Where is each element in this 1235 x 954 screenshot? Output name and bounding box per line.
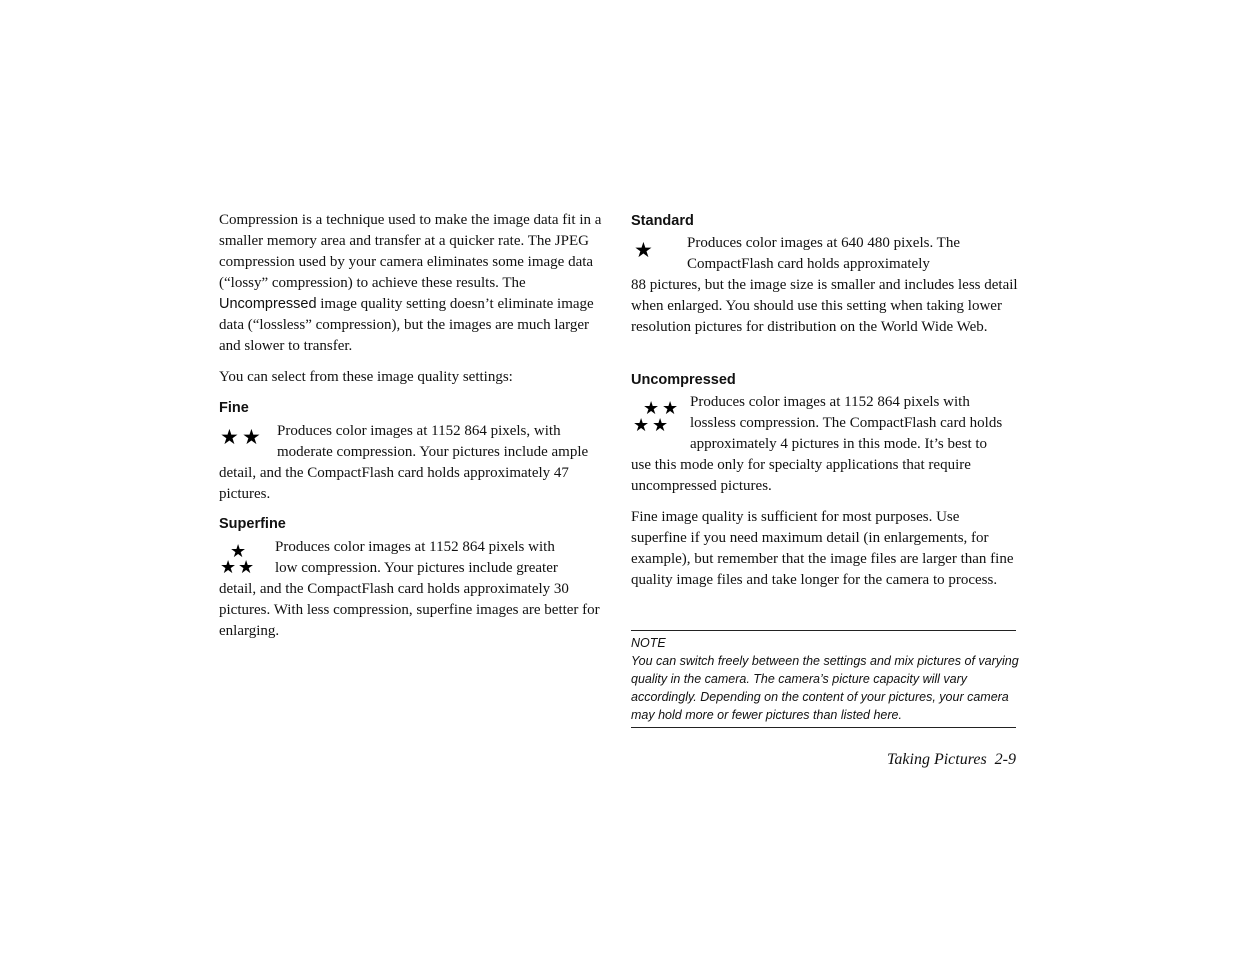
note-text: You can switch freely between the settings and mix pictures of varying quality in the camera. The camera’s picture capacity will vary accordingly. Depending on the content of your pictures, your camera may hold more or fewer pictures than listed here. — [631, 654, 1019, 722]
fine-line-rest: detail, and the CompactFlash card holds approximately 47 pictures. — [219, 465, 569, 502]
fine-line-1: Produces color images at 1152 864 pixels, with — [277, 423, 561, 439]
standard-line-rest: 88 pictures, but the image size is smaller and includes less detail when enlarged. You should use this setting when taking lower resolution pictures for distribution on the World Wide Web. — [631, 277, 1018, 335]
superfine-line-rest: detail, and the CompactFlash card holds approximately 30 pictures. With less compression, superfine images are better for enlarging. — [219, 581, 600, 639]
intro-text-cont: image quality setting doesn’t eliminate image data (“lossless” compression), but the images are much larger and slower to transfer. — [219, 296, 594, 354]
superfine-line-2: low compression. Your pictures include greater — [275, 560, 558, 576]
uncompressed-heading: Uncompressed — [631, 372, 736, 388]
star-icon: ★ — [643, 398, 660, 418]
uncompressed-line-2: lossless compression. The CompactFlash card holds — [690, 415, 1003, 431]
star-icon: ★ — [238, 557, 255, 577]
footer-section-title: Taking Pictures — [886, 751, 987, 768]
fine-heading: Fine — [219, 400, 249, 416]
star-icon: ★ — [662, 398, 679, 418]
intro-text: Compression is a technique used to make the image data fit in a smaller memory area and transfer at a quicker rate. The JPEG compression used by your camera eliminates some image data (“lossy” compression) to achieve these results. The — [219, 212, 602, 291]
note-label: NOTE — [631, 636, 666, 650]
superfine-line-1: Produces color images at 1152 864 pixels with — [275, 539, 555, 555]
standard-heading: Standard — [631, 213, 694, 229]
star-icon: ★ — [633, 415, 650, 435]
closing-paragraph: Fine image quality is sufficient for most purposes. Use superfine if you need maximum detail (in enlargements, for example), but remember that the image files are larger than fine quality image files and take longer for the camera to process. — [631, 509, 1014, 588]
standard-line-1: Produces color images at 640 480 pixels. The — [687, 235, 961, 251]
fine-description — [219, 421, 604, 505]
star-icon: ★ — [220, 425, 239, 449]
note-bottom-rule — [631, 727, 1016, 728]
star-icon: ★ — [220, 557, 237, 577]
page-footer — [887, 749, 1016, 771]
intro-paragraph — [219, 210, 604, 357]
star-icon: ★ — [230, 541, 247, 561]
note-top-rule — [631, 630, 1016, 631]
standard-line-2: CompactFlash card holds approximately — [687, 256, 930, 272]
star-icon: ★ — [634, 238, 653, 262]
uncompressed-description — [631, 392, 1021, 497]
select-settings-text: You can select from these image quality settings: — [219, 369, 513, 385]
fine-line-2: moderate compression. Your pictures include ample — [277, 444, 589, 460]
star-icon: ★ — [242, 425, 261, 449]
uncompressed-line-3: approximately 4 pictures in this mode. It’s best to — [690, 436, 988, 452]
page-number: 2-9 — [994, 751, 1016, 768]
uncompressed-line-rest: use this mode only for specialty applications that require uncompressed pictures. — [631, 457, 971, 494]
superfine-description — [219, 537, 604, 642]
standard-description — [631, 233, 1021, 338]
uncompressed-line-1: Produces color images at 1152 864 pixels with — [690, 394, 970, 410]
superfine-heading: Superfine — [219, 516, 286, 532]
uncompressed-term: Uncompressed — [219, 296, 317, 312]
star-icon: ★ — [652, 415, 669, 435]
